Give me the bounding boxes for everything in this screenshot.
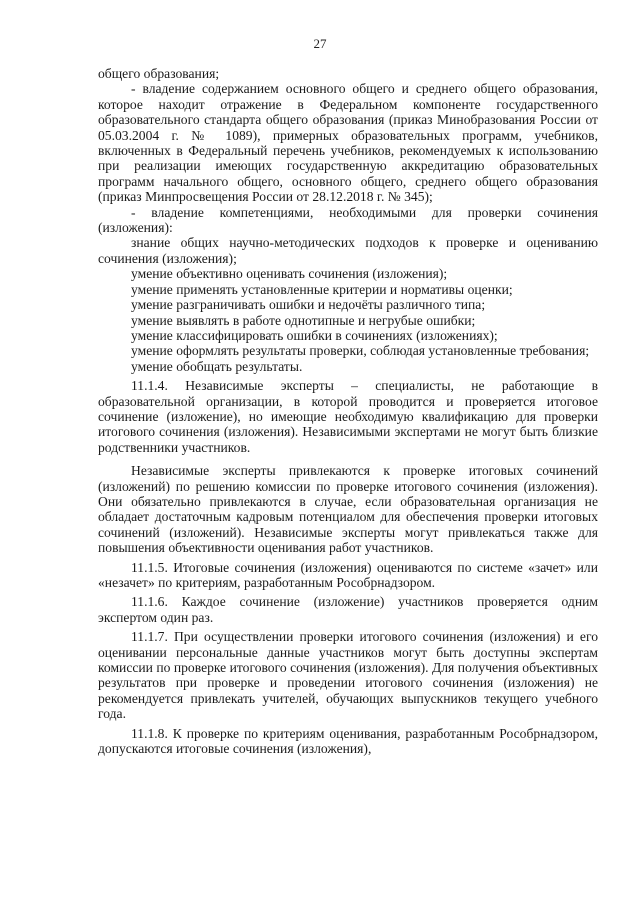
paragraph: умение оформлять результаты проверки, соблюдая установленные требования; [131, 343, 590, 359]
paragraph: умение выявлять в работе однотипные и негрубые ошибки; [131, 312, 476, 328]
paragraph: Независимые эксперты привлекаются к проверке итоговых сочинений (изложений) по решению комиссии по проверке итогового сочинения (изложения). Они обязательно привлекаются в случае, если образовательная организация не обладает достаточным кадровым потенциалом для обеспечения проверки итоговых сочинений (изложений). Независимые эксперты могут привлекаться также для повышения объективности оценивания работ участников. [98, 463, 598, 556]
paragraph: умение объективно оценивать сочинения (изложения); [131, 266, 448, 282]
paragraph: 11.1.4. Независимые эксперты – специалисты, не работающие в образовательной организации, в которой проводится и проверяется итоговое сочинение (изложение), но имеющие необходимую квалификацию для проверки итогового сочинения (изложения). Независимыми экспертами не могут быть близкие родственники участников. [98, 378, 598, 455]
paragraph: умение классифицировать ошибки в сочинениях (изложениях); [131, 327, 498, 343]
paragraph: 11.1.8. К проверке по критериям оценивания, разработанным Рособрнадзором, допускаются итоговые сочинения (изложения), [98, 725, 598, 757]
paragraph: умение разграничивать ошибки и недочёты различного типа; [131, 297, 486, 313]
paragraph: общего образования; [98, 66, 220, 81]
paragraph: умение применять установленные критерии и нормативы оценки; [131, 281, 513, 297]
paragraph: - владение компетенциями, необходимыми для проверки сочинения (изложения): [98, 204, 598, 236]
document-body [98, 66, 598, 756]
paragraph: 11.1.7. При осуществлении проверки итогового сочинения (изложения) и его оценивании персональные данные участников могут быть доступны экспертам комиссии по проверке итогового сочинения (изложения). Для получения объективных результатов при проверке и проведении итогового сочинения (изложения) не рекомендуется привлекать учителей, обучающих выпускников текущего учебного года. [98, 629, 598, 722]
paragraph: 11.1.5. Итоговые сочинения (изложения) оцениваются по системе «зачет» или «незачет» по критериям, разработанным Рособрнадзором. [98, 559, 598, 590]
page-number: 27 [313, 36, 327, 51]
paragraph: умение обобщать результаты. [131, 358, 303, 374]
paragraph: 11.1.6. Каждое сочинение (изложение) участников проверяется одним экспертом один раз. [98, 594, 598, 625]
paragraph: - владение содержанием основного общего и среднего общего образования, которое находит отражение в Федеральном компоненте государственного образовательного стандарта общего образования (приказ Минобразования России от 05.03.2004 г. № 1089), примерных образовательных программ, учебников, включенных в Федеральный перечень учебников, рекомендуемых к использованию при реализации имеющих государственную аккредитацию образовательных программ начального общего, основного общего, среднего общего образования (приказ Минпросвещения России от 28.12.2018 г. № 345); [98, 81, 598, 205]
paragraph: знание общих научно-методических подходов к проверке и оцениванию сочинения (изложения); [98, 235, 598, 266]
